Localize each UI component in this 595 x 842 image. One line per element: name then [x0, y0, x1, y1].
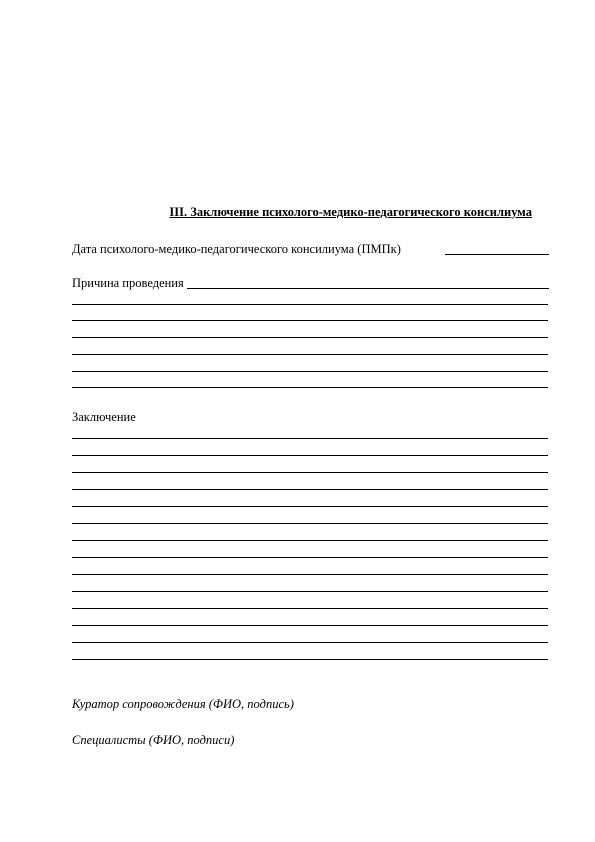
conclusion-line[interactable]: [72, 472, 548, 473]
conclusion-line[interactable]: [72, 625, 548, 626]
conclusion-line[interactable]: [72, 540, 548, 541]
conclusion-line[interactable]: [72, 455, 548, 456]
conclusion-line[interactable]: [72, 642, 548, 643]
conclusion-line[interactable]: [72, 438, 548, 439]
conclusion-line[interactable]: [72, 608, 548, 609]
reason-line[interactable]: [72, 304, 548, 305]
reason-line[interactable]: [72, 354, 548, 355]
date-field: [72, 240, 549, 256]
section-title: III. Заключение психолого-медико-педагогического консилиума: [169, 205, 532, 219]
reason-line[interactable]: [72, 371, 548, 372]
reason-field: [72, 274, 549, 290]
conclusion-line[interactable]: [72, 557, 548, 558]
reason-line[interactable]: [72, 320, 548, 321]
conclusion-line[interactable]: [72, 574, 548, 575]
reason-blank-line[interactable]: [187, 276, 549, 289]
curator-signature-label: Куратор сопровождения (ФИО, подпись): [72, 697, 294, 711]
conclusion-line[interactable]: [72, 489, 548, 490]
conclusion-label: Заключение: [72, 410, 136, 424]
date-label: Дата психолого-медико-педагогического консилиума (ПМПк): [72, 242, 401, 256]
reason-line[interactable]: [72, 337, 548, 338]
conclusion-line[interactable]: [72, 523, 548, 524]
reason-line[interactable]: [72, 387, 548, 388]
reason-label: Причина проведения: [72, 276, 184, 290]
conclusion-line[interactable]: [72, 659, 548, 660]
specialists-signature-label: Специалисты (ФИО, подписи): [72, 733, 235, 747]
conclusion-line[interactable]: [72, 591, 548, 592]
conclusion-line[interactable]: [72, 506, 548, 507]
date-blank-line[interactable]: [445, 242, 549, 255]
